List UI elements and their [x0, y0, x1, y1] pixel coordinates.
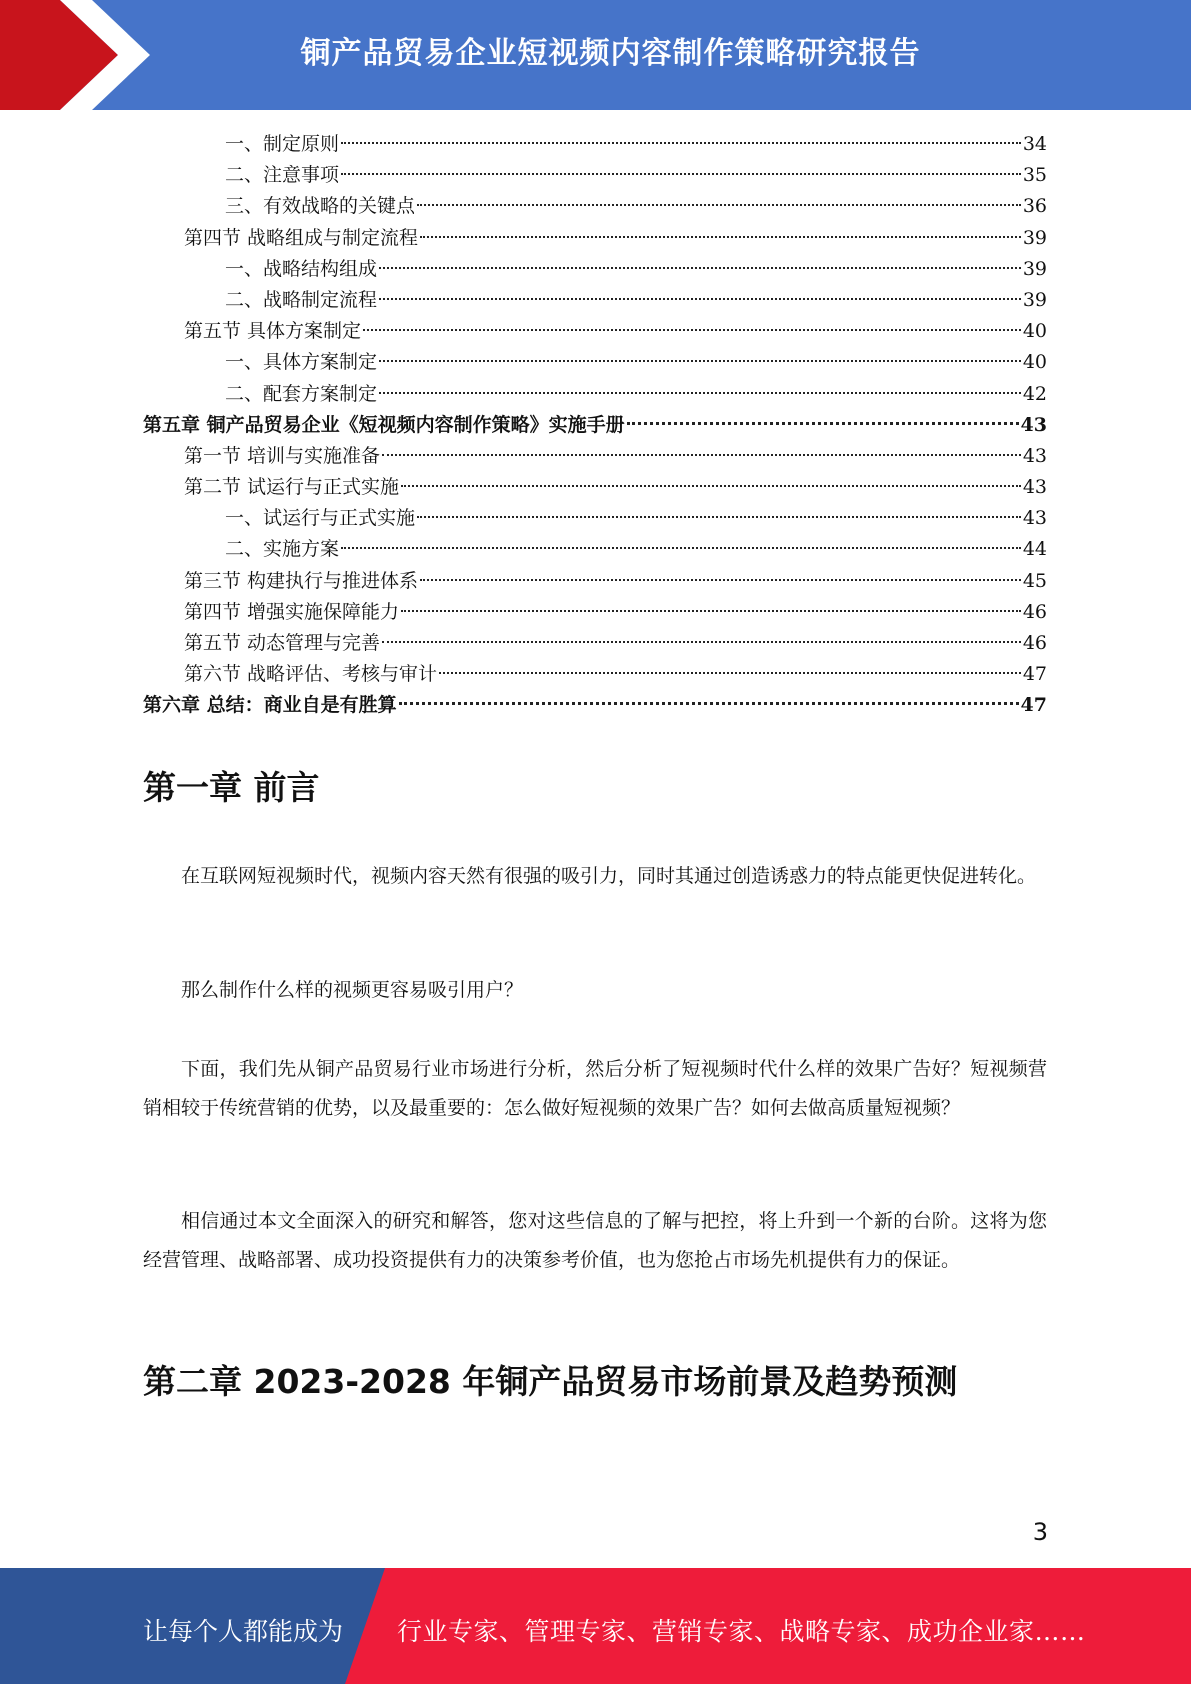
toc-entry[interactable] — [143, 566, 1047, 597]
toc-entry-page: 46 — [1022, 632, 1047, 654]
footer-slogan-left: 让每个人都能成为 — [143, 1617, 344, 1646]
toc-entry-page: 34 — [1022, 133, 1047, 155]
toc-entry-label: 一、试运行与正式实施 — [225, 507, 416, 530]
toc-entry-page: 36 — [1022, 195, 1047, 218]
toc-leader-dots — [379, 298, 1021, 300]
toc-entry-label: 二、配套方案制定 — [225, 382, 378, 405]
toc-entry-page: 40 — [1022, 351, 1047, 374]
toc-entry-label: 二、实施方案 — [225, 538, 340, 561]
toc-leader-dots — [379, 267, 1021, 269]
table-of-contents — [143, 129, 1047, 722]
toc-entry-page: 39 — [1022, 257, 1047, 280]
toc-leader-dots — [401, 485, 1021, 487]
toc-entry[interactable] — [143, 223, 1047, 254]
toc-entry-page: 43 — [1020, 413, 1047, 436]
toc-entry-label: 一、具体方案制定 — [225, 351, 378, 374]
toc-leader-dots — [382, 454, 1021, 456]
toc-leader-dots — [363, 329, 1021, 331]
toc-entry[interactable] — [143, 316, 1047, 347]
toc-entry-page: 39 — [1022, 288, 1047, 311]
toc-leader-dots — [341, 547, 1021, 549]
page-footer — [0, 1568, 1191, 1684]
toc-entry[interactable] — [143, 254, 1047, 285]
toc-entry[interactable] — [143, 410, 1047, 441]
toc-leader-dots — [341, 173, 1021, 175]
paragraph: 下面，我们先从铜产品贸易行业市场进行分析，然后分析了短视频时代什么样的效果广告好？短视频营销相较于传统营销的优势，以及最重要的：怎么做好短视频的效果广告？如何去做高质量短视频？ — [143, 1058, 1047, 1119]
toc-entry-page: 43 — [1022, 476, 1047, 499]
paragraph: 相信通过本文全面深入的研究和解答，您对这些信息的了解与把控，将上升到一个新的台阶。这将为您经营管理、战略部署、成功投资提供有力的决策参考价值，也为您抢占市场先机提供有力的保证。 — [143, 1210, 1047, 1271]
toc-entry-page: 42 — [1022, 382, 1047, 405]
toc-entry-label: 第四节 战略组成与制定流程 — [184, 226, 419, 249]
toc-entry-label: 第一节 培训与实施准备 — [184, 444, 381, 467]
toc-entry-page: 40 — [1022, 320, 1047, 343]
toc-entry-page: 45 — [1022, 569, 1047, 592]
toc-leader-dots — [420, 579, 1021, 581]
toc-entry-label: 二、注意事项 — [225, 164, 340, 187]
toc-leader-dots — [382, 641, 1021, 643]
page-number: 3 — [1032, 1518, 1048, 1546]
toc-leader-dots — [401, 610, 1021, 612]
toc-entry-label: 第六节 战略评估、考核与审计 — [184, 663, 438, 686]
toc-entry-label: 二、战略制定流程 — [225, 288, 378, 311]
page-header — [0, 0, 1191, 110]
toc-entry-page: 39 — [1022, 226, 1047, 249]
toc-entry-label: 第五节 动态管理与完善 — [184, 632, 381, 654]
toc-entry[interactable] — [143, 160, 1047, 191]
toc-entry-label: 第三节 构建执行与推进体系 — [184, 569, 419, 592]
toc-entry-label: 一、制定原则 — [225, 133, 340, 155]
toc-leader-dots — [627, 422, 1019, 425]
toc-entry[interactable] — [143, 129, 1047, 160]
toc-entry[interactable] — [143, 441, 1047, 472]
toc-entry[interactable] — [143, 191, 1047, 222]
toc-entry-page: 47 — [1022, 663, 1047, 686]
toc-entry[interactable] — [143, 285, 1047, 316]
toc-leader-dots — [417, 516, 1021, 518]
toc-entry[interactable] — [143, 690, 1047, 721]
toc-leader-dots — [341, 142, 1021, 144]
toc-entry-label: 第五章 铜产品贸易企业《短视频内容制作策略》实施手册 — [143, 413, 625, 436]
toc-entry[interactable] — [143, 534, 1047, 565]
toc-entry-label: 第六章 总结：商业自是有胜算 — [143, 694, 397, 717]
toc-leader-dots — [379, 392, 1021, 394]
toc-entry[interactable] — [143, 379, 1047, 410]
toc-entry-page: 47 — [1020, 694, 1047, 717]
toc-leader-dots — [379, 360, 1021, 362]
toc-entry[interactable] — [143, 472, 1047, 503]
toc-leader-dots — [420, 236, 1021, 238]
toc-entry-page: 35 — [1022, 164, 1047, 187]
toc-entry-label: 第五节 具体方案制定 — [184, 320, 362, 343]
toc-entry-page: 43 — [1022, 444, 1047, 467]
toc-entry[interactable] — [143, 628, 1047, 659]
toc-leader-dots — [417, 204, 1021, 206]
toc-entry[interactable] — [143, 503, 1047, 534]
toc-entry-label: 第二节 试运行与正式实施 — [184, 476, 400, 499]
toc-entry-label: 第四节 增强实施保障能力 — [184, 600, 400, 623]
toc-entry-label: 三、有效战略的关键点 — [225, 195, 416, 218]
toc-entry-label: 一、战略结构组成 — [225, 257, 378, 280]
toc-leader-dots — [399, 702, 1019, 705]
toc-entry[interactable] — [143, 347, 1047, 378]
chapter-2-title: 第二章 2023-2028 年铜产品贸易市场前景及趋势预测 — [143, 1362, 958, 1401]
paragraph: 在互联网短视频时代，视频内容天然有很强的吸引力，同时其通过创造诱惑力的特点能更快促进转化。 — [181, 865, 1037, 887]
toc-entry-page: 44 — [1022, 538, 1047, 561]
toc-entry[interactable] — [143, 659, 1047, 690]
report-title: 铜产品贸易企业短视频内容制作策略研究报告 — [300, 36, 921, 71]
toc-leader-dots — [439, 672, 1021, 674]
paragraph: 那么制作什么样的视频更容易吸引用户？ — [181, 979, 524, 1001]
toc-entry-page: 43 — [1022, 507, 1047, 530]
toc-entry[interactable] — [143, 597, 1047, 628]
chapter-1-title: 第一章 前言 — [143, 768, 320, 807]
toc-entry-page: 46 — [1022, 600, 1047, 623]
footer-slogan-right: 行业专家、管理专家、营销专家、战略专家、成功企业家…… — [397, 1617, 1086, 1646]
